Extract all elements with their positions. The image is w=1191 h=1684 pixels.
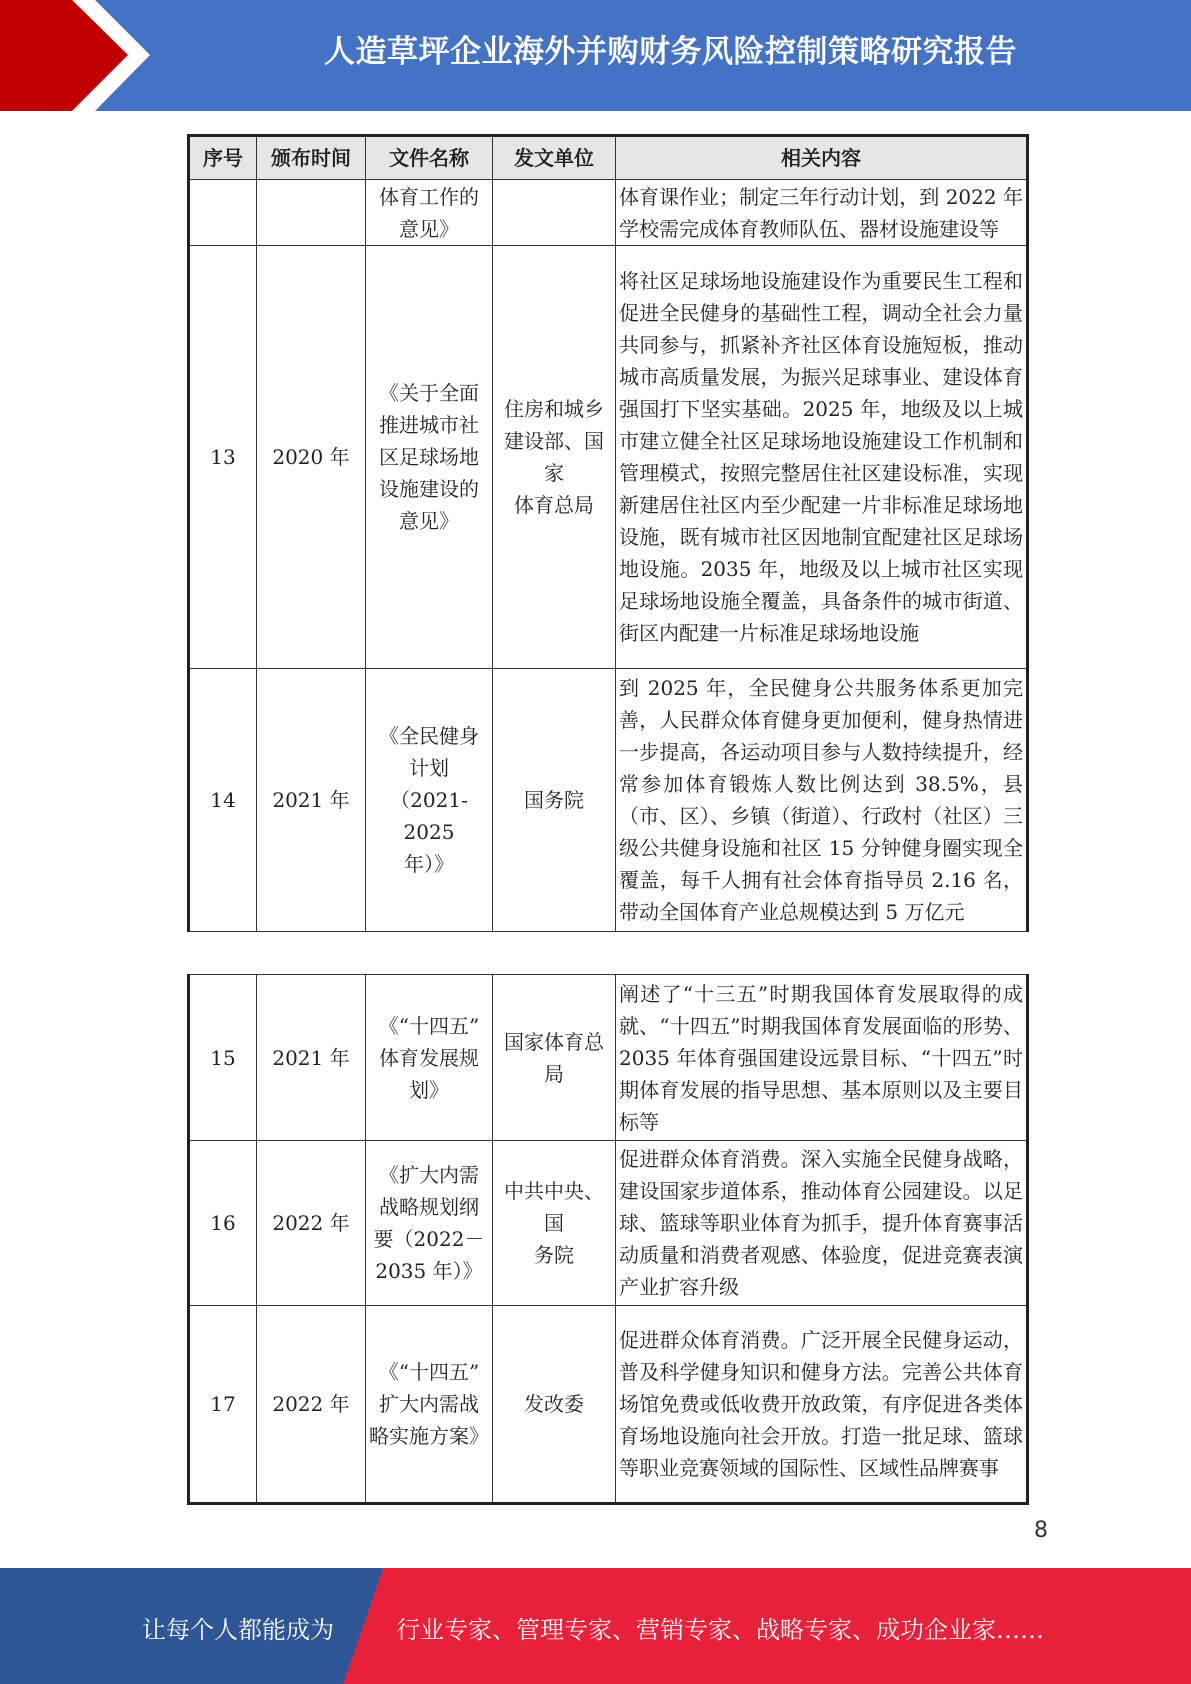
report-title: 人造草坪企业海外并购财务风险控制策略研究报告: [324, 34, 1017, 70]
cell-content: 促进群众体育消费。深入实施全民健身战略，建设国家步道体系，推动体育公园建设。以足球、篮球等职业体育为抓手，提升体育赛事活动质量和消费者观感、体验度，促进竞赛表演产业扩容升级: [616, 1141, 1028, 1306]
cell-num: 13: [189, 246, 257, 669]
page-number: 8: [1034, 1518, 1048, 1543]
cell-date: 2021 年: [257, 669, 366, 932]
cell-content: 阐述了“十三五”时期我国体育发展取得的成就、“十四五”时期我国体育发展面临的形势、2035 年体育强国建设远景目标、“十四五”时期体育发展的指导思想、基本原则以及主要目标等: [616, 975, 1028, 1141]
header-date: 颁布时间: [257, 136, 366, 180]
table-row: [189, 246, 1028, 669]
table-header-row: [189, 136, 1028, 180]
footer-slogan-right: 行业专家、管理专家、营销专家、战略专家、成功企业家……: [396, 1616, 1044, 1644]
cell-num: 14: [189, 669, 257, 932]
cell-unit: 中共中央、国 务院: [493, 1141, 616, 1306]
cell-content: 到 2025 年，全民健身公共服务体系更加完善，人民群众体育健身更加便利，健身热情进一步提高，各运动项目参与人数持续提升，经常参加体育锻炼人数比例达到 38.5%，县（市、区）、乡镇（街道）、行政村（社区）三级公共健身设施和社区 15 分钟健身圈实现全覆盖，每千人拥有社会体育指导员 2.16 名，带动全国体育产业总规模达到 5 万亿元: [616, 669, 1028, 932]
cell-doc-name: 《关于全面 推进城市社 区足球场地 设施建设的 意见》: [366, 246, 493, 669]
header-chevron-decoration: [0, 0, 160, 111]
cell-date: 2022 年: [257, 1306, 366, 1504]
cell-doc-name: 《全民健身 计划 （2021-2025 年）》: [366, 669, 493, 932]
cell-content: 将社区足球场地设施建设作为重要民生工程和促进全民健身的基础性工程，调动全社会力量共同参与，抓紧补齐社区体育设施短板，推动城市高质量发展，为振兴足球事业、建设体育强国打下坚实基础。2025 年，地级及以上城市建立健全社区足球场地设施建设工作机制和管理模式，按照完整居住社区建设标准，实现新建居住社区内至少配建一片非标准足球场地设施，既有城市社区因地制宜配建社区足球场地设施。2035 年，地级及以上城市社区实现足球场地设施全覆盖，具备条件的城市街道、街区内配建一片标准足球场地设施: [616, 246, 1028, 669]
footer-slogan-left: 让每个人都能成为: [142, 1616, 334, 1644]
cell-doc-name: 《“十四五” 扩大内需战 略实施方案》: [366, 1306, 493, 1504]
cell-unit: 发改委: [493, 1306, 616, 1504]
policy-table-part2: [187, 974, 1029, 1505]
cell-date: 2022 年: [257, 1141, 366, 1306]
cell-content: 促进群众体育消费。广泛开展全民健身运动，普及科学健身知识和健身方法。完善公共体育场馆免费或低收费开放政策，有序促进各类体育场地设施向社会开放。打造一批足球、篮球等职业竞赛领域的国际性、区域性品牌赛事: [616, 1306, 1028, 1504]
table-row: [189, 975, 1028, 1141]
header-content: 相关内容: [616, 136, 1028, 180]
page-header: [0, 0, 1191, 111]
header-unit: 发文单位: [493, 136, 616, 180]
table-row: [189, 180, 1028, 246]
page-footer: [0, 1568, 1191, 1684]
cell-num: 16: [189, 1141, 257, 1306]
table-row: [189, 1306, 1028, 1504]
cell-num: 15: [189, 975, 257, 1141]
cell-num: 17: [189, 1306, 257, 1504]
policy-table-part1: [187, 134, 1029, 932]
cell-doc-name: 《扩大内需 战略规划纲 要（2022－ 2035 年）》: [366, 1141, 493, 1306]
cell-content: 体育课作业；制定三年行动计划，到 2022 年学校需完成体育教师队伍、器材设施建设等: [616, 180, 1028, 246]
table-row: [189, 669, 1028, 932]
cell-doc-name: 体育工作的 意见》: [366, 180, 493, 246]
cell-doc-name: 《“十四五” 体育发展规 划》: [366, 975, 493, 1141]
cell-unit: 国务院: [493, 669, 616, 932]
header-doc-name: 文件名称: [366, 136, 493, 180]
cell-unit: 国家体育总 局: [493, 975, 616, 1141]
cell-unit: 住房和城乡 建设部、国家 体育总局: [493, 246, 616, 669]
cell-date: 2021 年: [257, 975, 366, 1141]
table-row: [189, 1141, 1028, 1306]
cell-date: 2020 年: [257, 246, 366, 669]
header-num: 序号: [189, 136, 257, 180]
